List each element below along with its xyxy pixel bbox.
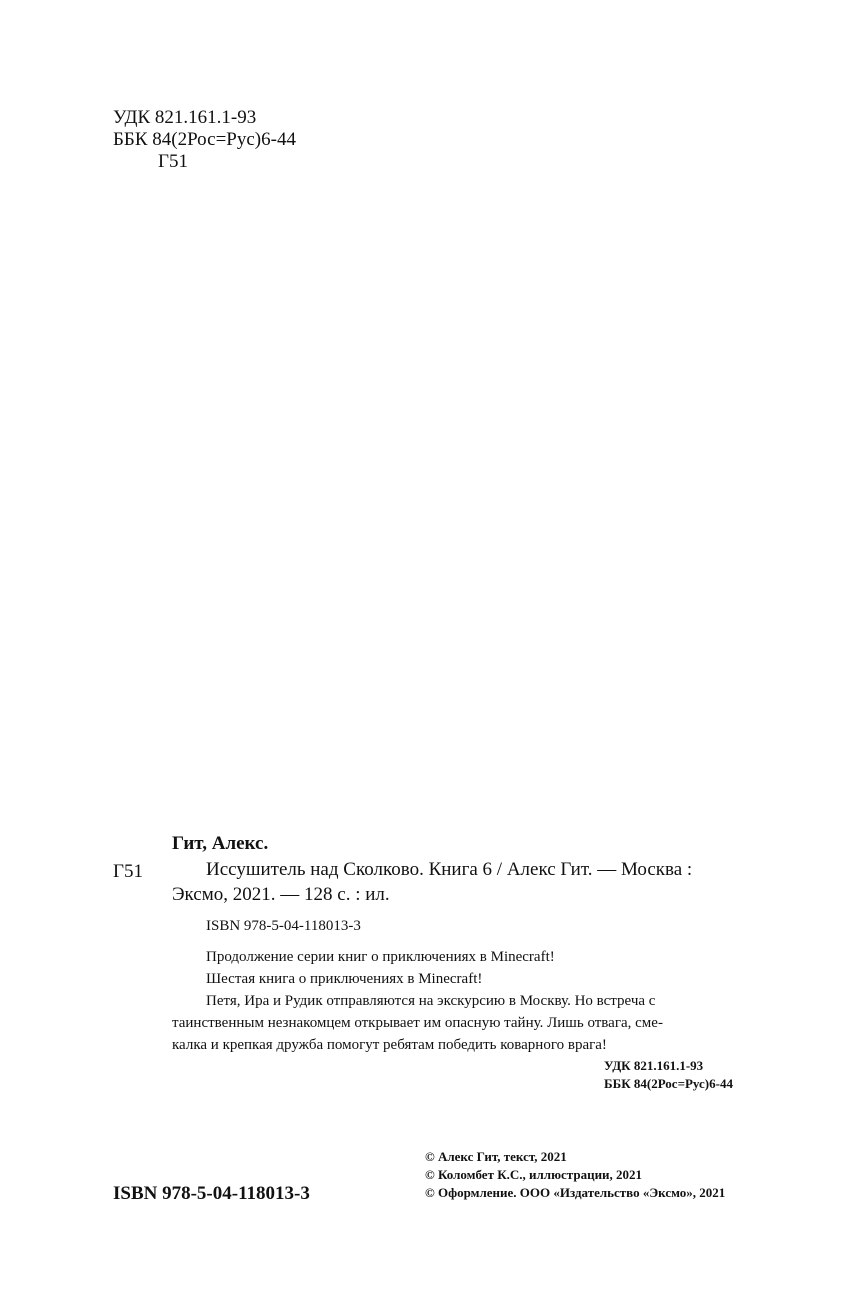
card-bbk-code: ББК 84(2Рос=Рус)6-44 bbox=[604, 1076, 733, 1091]
card-title-line-1: Иссушитель над Сколково. Книга 6 / Алекс Гит. — Москва : bbox=[206, 859, 693, 880]
annotation-line: Продолжение серии книг о приключениях в Minecraft! bbox=[206, 949, 555, 965]
card-title-line-2: Эксмо, 2021. — 128 с. : ил. bbox=[172, 884, 390, 905]
top-udk-code: УДК 821.161.1-93 bbox=[113, 107, 257, 128]
card-isbn: ISBN 978-5-04-118013-3 bbox=[206, 918, 361, 934]
annotation-line: Петя, Ира и Рудик отправляются на экскурсию в Москву. Но встреча с bbox=[206, 993, 656, 1009]
card-author-code: Г51 bbox=[113, 861, 143, 882]
annotation-line: калка и крепкая дружба помогут ребятам победить коварного врага! bbox=[172, 1037, 607, 1053]
annotation-line: таинственным незнакомцем открывает им опасную тайну. Лишь отвага, сме- bbox=[172, 1015, 663, 1031]
copyright-line: © Коломбет К.С., иллюстрации, 2021 bbox=[425, 1167, 643, 1182]
copyright-line: © Алекс Гит, текст, 2021 bbox=[425, 1149, 567, 1164]
annotation-line: Шестая книга о приключениях в Minecraft! bbox=[206, 971, 483, 987]
top-author-code: Г51 bbox=[158, 151, 188, 172]
top-bbk-code: ББК 84(2Рос=Рус)6-44 bbox=[113, 129, 296, 150]
copyright-line: © Оформление. ООО «Издательство «Эксмо», 2021 bbox=[425, 1185, 726, 1200]
isbn-footer: ISBN 978-5-04-118013-3 bbox=[113, 1183, 310, 1204]
card-author: Гит, Алекс. bbox=[172, 833, 269, 854]
card-udk-code: УДК 821.161.1-93 bbox=[604, 1058, 704, 1073]
